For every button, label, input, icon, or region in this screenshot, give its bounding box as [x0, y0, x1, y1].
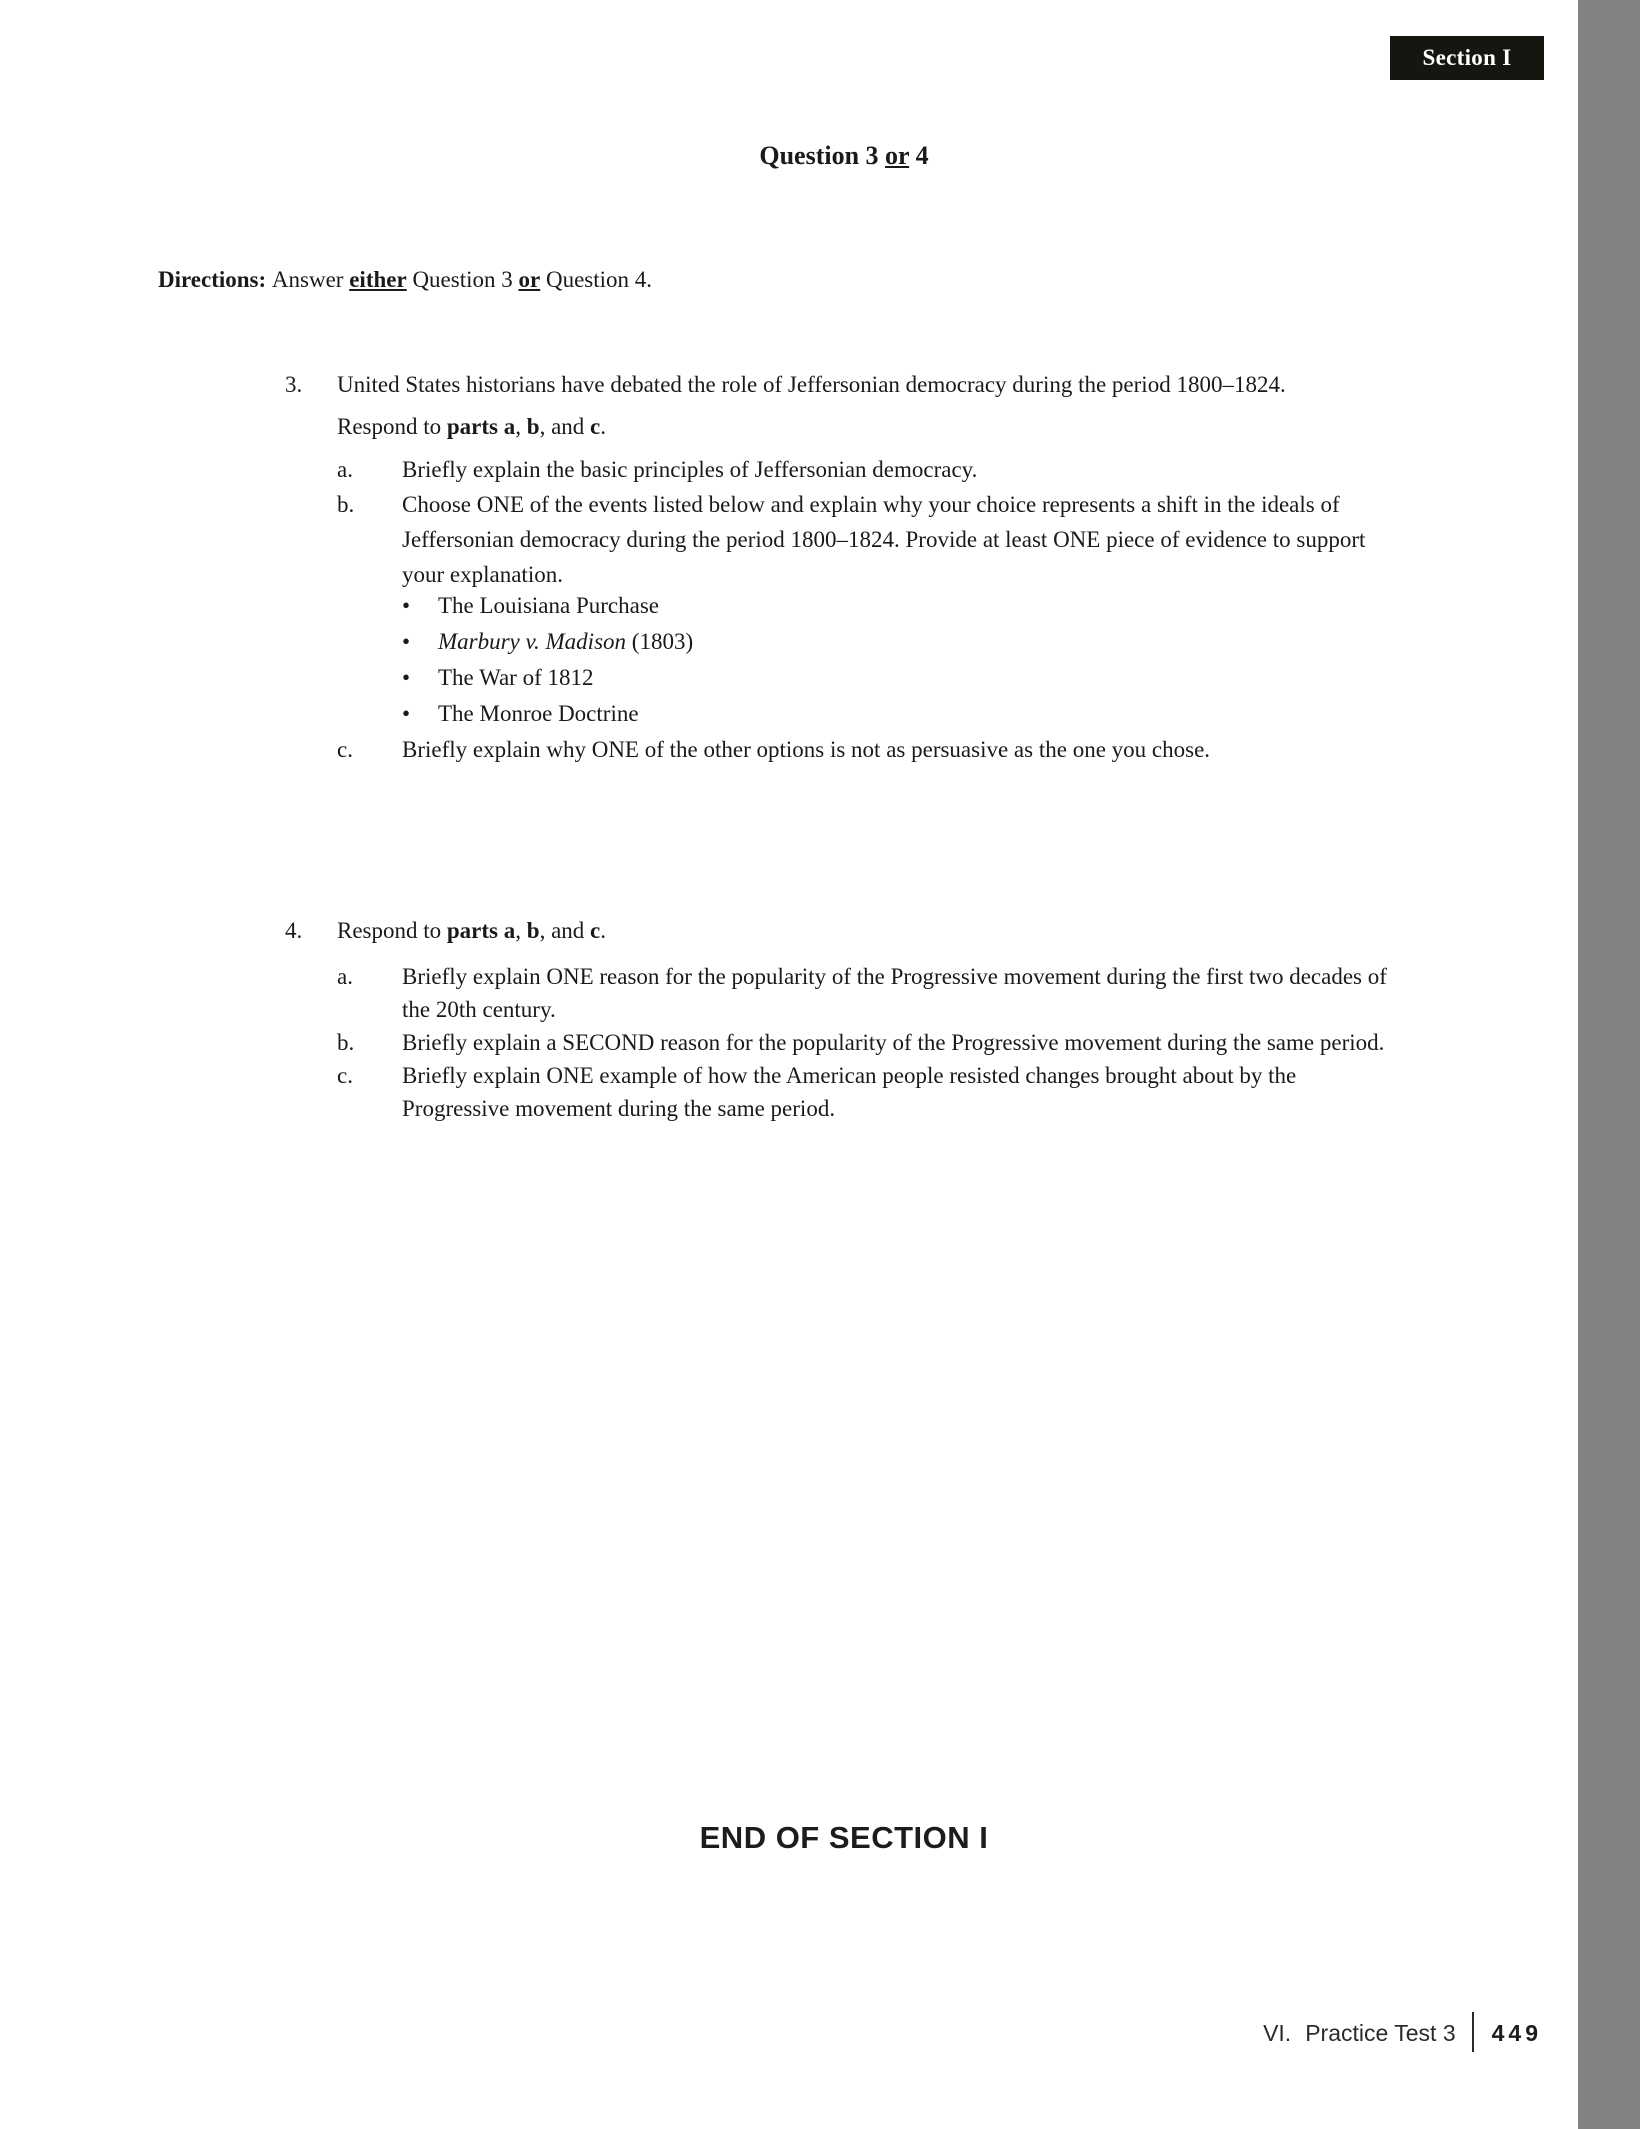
respond-b: b — [526, 414, 540, 439]
part-b-letter: b. — [337, 1030, 355, 1055]
respond-parts-a: parts a — [446, 414, 516, 439]
question-3-number: 3. — [285, 372, 303, 397]
respond-sep: , — [515, 918, 527, 943]
part-a-row — [337, 452, 1397, 487]
directions-either: either — [349, 267, 407, 292]
bullet-marker: • — [402, 629, 411, 654]
respond-period: . — [600, 414, 606, 439]
part-b-row — [337, 1026, 1397, 1059]
page-title-or: or — [885, 141, 910, 170]
respond-period: . — [600, 918, 606, 943]
part-b-text: Choose ONE of the events listed below and explain why your choice represents a shift in the ideals of Jeffersonian democracy during the period 1800–1824. Provide at least ONE piece of evidence to support your explanation. — [402, 492, 1366, 587]
directions-or: or — [518, 267, 541, 292]
page-title-text: Question 3 — [759, 141, 886, 170]
part-c-row — [337, 1059, 1397, 1125]
respond-b: b — [526, 918, 540, 943]
part-b-row — [337, 487, 1397, 592]
question-4-number: 4. — [285, 918, 303, 943]
list-item-text: The Monroe Doctrine — [438, 701, 639, 726]
directions-text — [158, 266, 652, 294]
list-item-text: The War of 1812 — [438, 665, 594, 690]
page-footer — [158, 2012, 1542, 2052]
directions-answer: Answer — [271, 267, 350, 292]
question-3-intro — [337, 364, 1397, 448]
event-options-list — [402, 588, 1397, 732]
respond-c: c — [590, 414, 601, 439]
part-c-row — [337, 732, 1397, 767]
respond-sep: , — [515, 414, 527, 439]
part-b-letter: b. — [337, 492, 355, 517]
list-item — [402, 624, 1397, 660]
list-item — [402, 696, 1397, 732]
part-a-letter: a. — [337, 964, 353, 989]
question-3-stem: United States historians have debated the role of Jeffersonian democracy during the period 1800–1824. — [337, 372, 1286, 397]
part-c-text: Briefly explain ONE example of how the American people resisted changes brought about by the Progressive movement during the same period. — [402, 1063, 1297, 1121]
respond-and: , and — [539, 414, 591, 439]
respond-text: Respond to — [337, 414, 447, 439]
page-title-text-2: 4 — [909, 141, 929, 170]
part-c-letter: c. — [337, 737, 353, 762]
footer-divider — [1472, 2012, 1474, 2052]
bullet-marker: • — [402, 593, 411, 618]
section-badge-label: Section I — [1422, 45, 1512, 70]
part-b-text: Briefly explain a SECOND reason for the popularity of the Progressive movement during the same period. — [402, 1030, 1385, 1055]
page-edge-bar — [1578, 0, 1640, 2129]
bullet-marker: • — [402, 701, 411, 726]
directions-label: Directions: — [158, 267, 272, 292]
respond-and: , and — [539, 918, 591, 943]
list-item — [402, 660, 1397, 696]
question-3-parts — [337, 452, 1397, 767]
list-item-italic: Marbury v. Madison — [438, 629, 627, 654]
bullet-marker: • — [402, 665, 411, 690]
end-of-section-title: END OF SECTION I — [699, 1820, 989, 1855]
page-title — [158, 141, 1530, 171]
respond-text: Respond to — [337, 918, 447, 943]
part-a-text: Briefly explain ONE reason for the popularity of the Progressive movement during the first two decades of the 20th century. — [402, 964, 1387, 1022]
list-item-text: (1803) — [626, 629, 694, 654]
directions-q3: Question 3 — [406, 267, 519, 292]
respond-c: c — [590, 918, 601, 943]
directions-q4: Question 4. — [540, 267, 653, 292]
part-c-text: Briefly explain why ONE of the other options is not as persuasive as the one you chose. — [402, 737, 1211, 762]
part-a-text: Briefly explain the basic principles of Jeffersonian democracy. — [402, 457, 978, 482]
question-4 — [285, 910, 1397, 1125]
respond-parts-a: parts a — [446, 918, 516, 943]
part-a-letter: a. — [337, 457, 353, 482]
list-item — [402, 588, 1397, 624]
part-a-row — [337, 960, 1397, 1026]
question-3 — [285, 364, 1397, 767]
section-badge — [1390, 36, 1544, 80]
footer-breadcrumb: Practice Test 3 — [1305, 2020, 1456, 2046]
question-4-intro — [337, 910, 1397, 952]
page-number: 449 — [1491, 2020, 1542, 2046]
part-c-letter: c. — [337, 1063, 353, 1088]
question-4-parts — [337, 960, 1397, 1125]
list-item-text: The Louisiana Purchase — [438, 593, 659, 618]
footer-section-roman: VI. — [1263, 2020, 1292, 2046]
